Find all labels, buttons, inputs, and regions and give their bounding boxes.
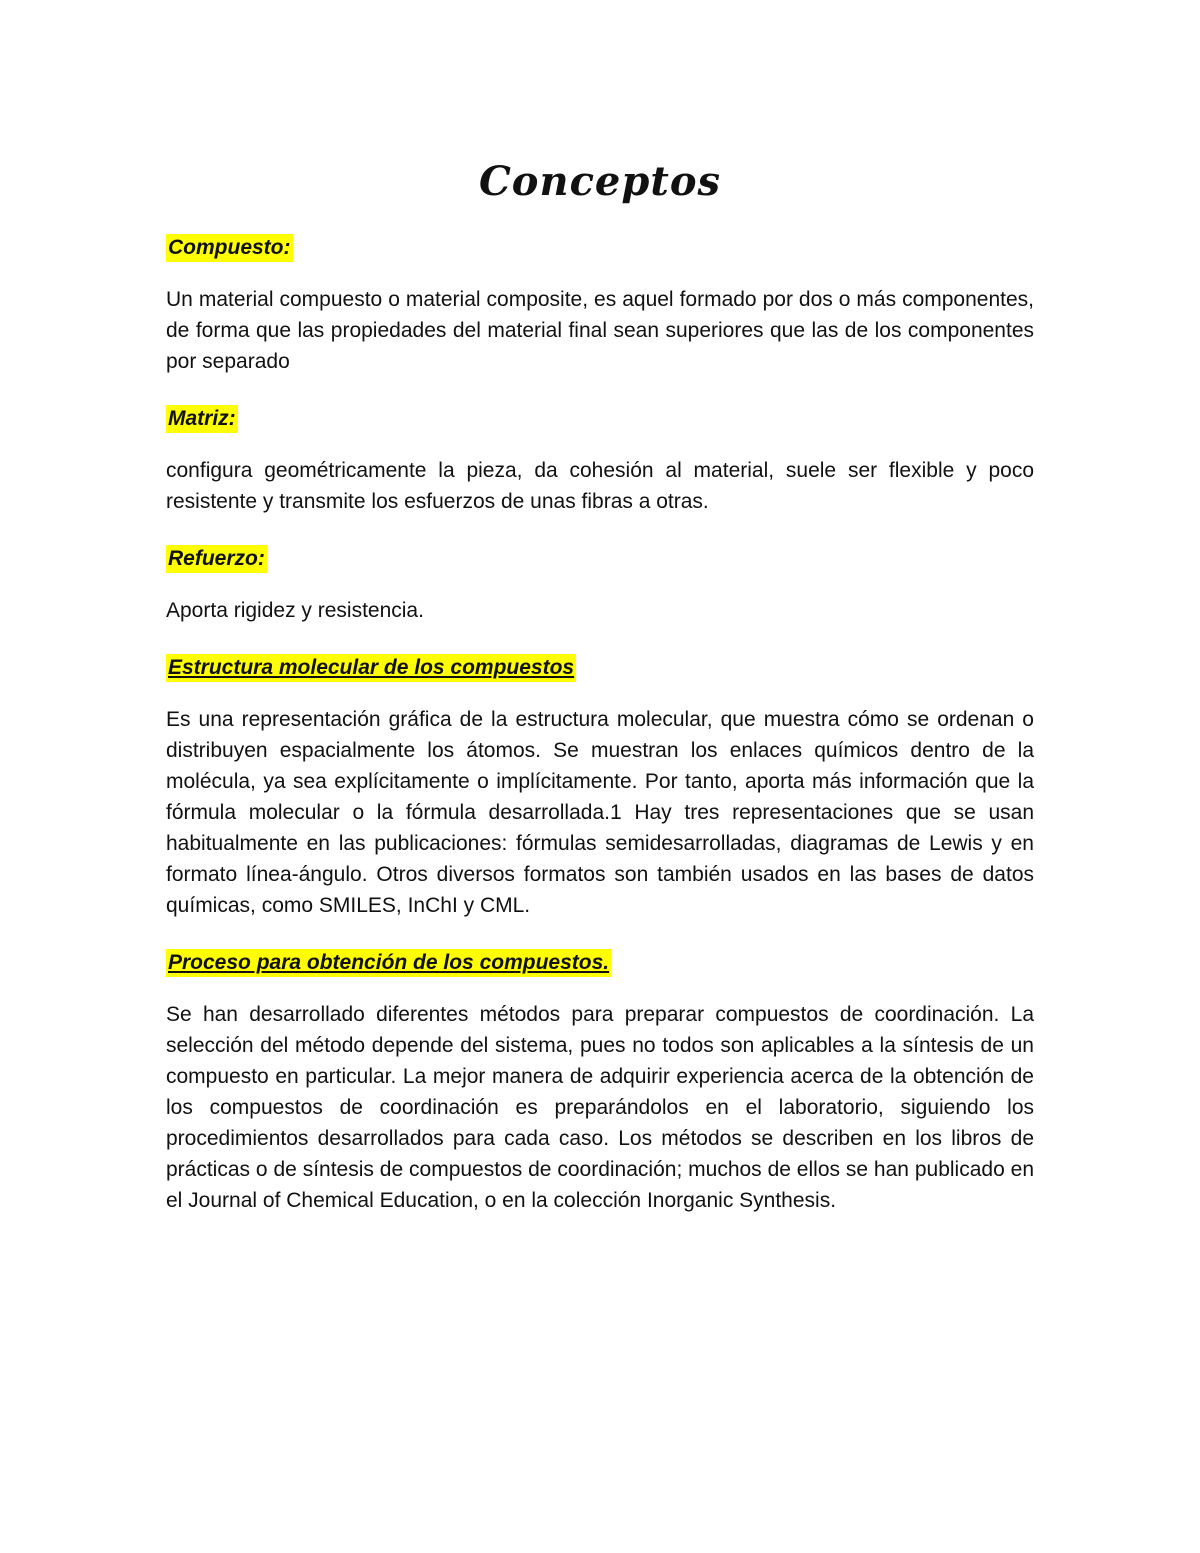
section-body-refuerzo: Aporta rigidez y resistencia. [166, 599, 424, 622]
document-content [166, 150, 1034, 1216]
section-heading-estructura: Estructura molecular de los compuestos [166, 654, 576, 682]
section-body-compuesto: Un material compuesto o material composite, es aquel formado por dos o más componentes, de forma que las propiedades del material final sean superiores que las de los componentes por separado [166, 288, 1034, 373]
section-heading-matriz: Matriz: [166, 405, 238, 433]
section-refuerzo-heading-row [166, 545, 1034, 575]
section-heading-proceso: Proceso para obtención de los compuestos. [166, 949, 611, 977]
section-body-estructura: Es una representación gráfica de la estructura molecular, que muestra cómo se ordenan o distribuyen espacialmente los átomos. Se muestran los enlaces químicos dentro de la molécula, ya sea explícitamente o implícitamente. Por tanto, aporta más información que la fórmula molecular o la fórmula desarrollada.1 Hay tres representaciones que se usan habitualmente en las publicaciones: fórmulas semidesarrolladas, diagramas de Lewis y en formato línea-ángulo. Otros diversos formatos son también usados en las bases de datos químicas, como SMILES, InChI y CML. [166, 708, 1034, 917]
section-body-matriz: configura geométricamente la pieza, da cohesión al material, suele ser flexible y poco resistente y transmite los esfuerzos de unas fibras a otras. [166, 459, 1034, 513]
section-heading-compuesto: Compuesto: [166, 234, 293, 262]
section-proceso-heading-row [166, 949, 1034, 979]
section-matriz-heading-row [166, 405, 1034, 435]
section-estructura-heading-row [166, 654, 1034, 684]
page-title: Conceptos [478, 158, 722, 205]
section-body-proceso: Se han desarrollado diferentes métodos para preparar compuestos de coordinación. La selección del método depende del sistema, pues no todos son aplicables a la síntesis de un compuesto en particular. La mejor manera de adquirir experiencia acerca de la obtención de los compuestos de coordinación es preparándolos en el laboratorio, siguiendo los procedimientos desarrollados para cada caso. Los métodos se describen en los libros de prácticas o de síntesis de compuestos de coordinación; muchos de ellos se han publicado en el Journal of Chemical Education, o en la colección Inorganic Synthesis. [166, 1003, 1034, 1212]
section-heading-refuerzo: Refuerzo: [166, 545, 267, 573]
section-compuesto-heading-row [166, 234, 1034, 264]
